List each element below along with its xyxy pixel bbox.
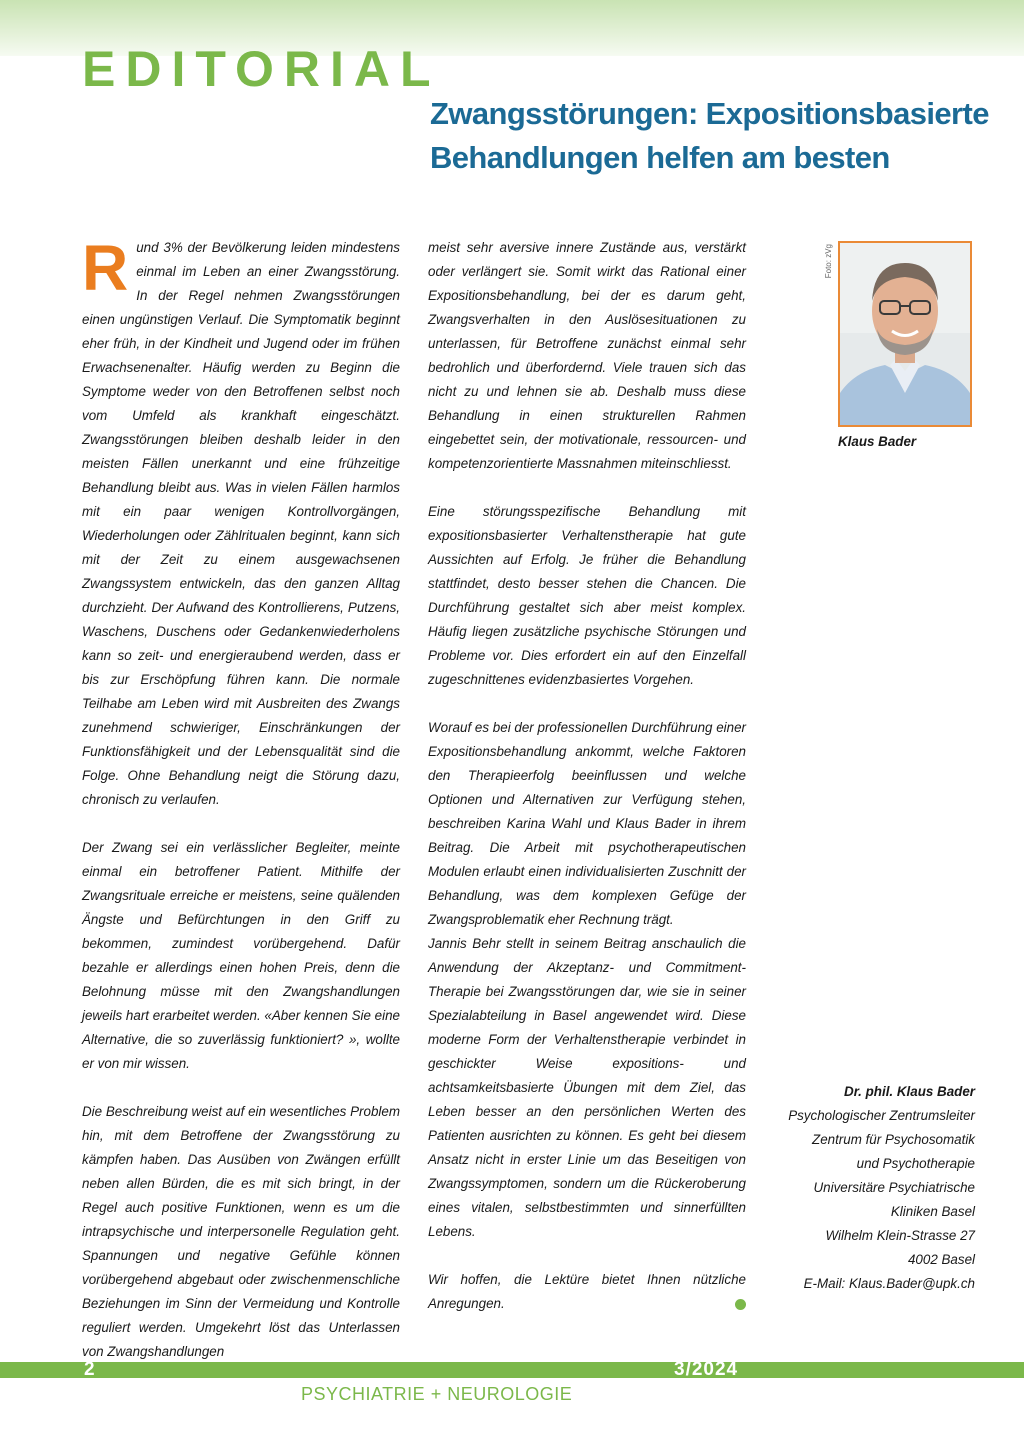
- drop-cap: R: [82, 232, 129, 304]
- contact-line: Zentrum für Psychosomatik: [812, 1132, 975, 1147]
- journal-name: PSYCHIATRIE + NEUROLOGIE: [301, 1384, 573, 1404]
- middle-column: [428, 236, 746, 1316]
- photo-credit: Foto: zVg: [824, 244, 833, 279]
- paragraph: meist sehr aversive innere Zustände aus, verstärkt oder verlängert sie. Somit wirkt das Rational einer Expositionsbehandlung, bei der es darum geht, Zwangsverhalten in den Auslösesituationen zu unterlassen, für Betroffene zunächst einmal sehr bedrohlich und überfordernd. Viele trauen sich das nicht zu und lehnen sie ab. Deshalb muss diese Behandlung in einen strukturellen Rahmen eingebettet sein, der motivationale, ressourcen- und kompetenzorientierte Massnahmen miteinschliesst.: [428, 240, 746, 471]
- page-number: 2: [84, 1359, 95, 1380]
- issue-number: 3/2024: [674, 1359, 739, 1380]
- paragraph: [428, 1268, 746, 1316]
- contact-line: Wilhelm Klein-Strasse 27: [825, 1228, 975, 1243]
- paragraph: Eine störungsspezifische Behandlung mit expositionsbasierter Verhaltenstherapie hat gute Aussichten auf Erfolg. Je früher die Behandlung stattfindet, desto besser stehen die Chancen. Die Durchführung gestaltet sich aber meist komplex. Häufig liegen zusätzliche psychische Störungen und Probleme vor. Dies erfordert ein auf den Einzelfall zugeschnittenes evidenzbasiertes Vorgehen.: [428, 504, 746, 687]
- contact-line: Kliniken Basel: [890, 1204, 975, 1219]
- paragraph-text: Wir hoffen, die Lektüre bietet Ihnen nützliche Anregungen.: [428, 1272, 746, 1311]
- paragraph: Der Zwang sei ein verlässlicher Begleiter, meinte einmal ein betroffener Patient. Mithilfe der Zwangsrituale erreiche er meistens, seine quälenden Ängste und Befürchtungen in den Griff zu bekommen, zumindest vorübergehend. Dafür bezahle er allerdings einen hohen Preis, denn die Belohnung müsse mit den Zwangshandlungen jeweils hart erarbeitet werden. «Aber kennen Sie eine Alternative, die so zuverlässig funktioniert? », wollte er von mir wissen.: [82, 840, 400, 1071]
- paragraph: Worauf es bei der professionellen Durchführung einer Expositionsbehandlung ankommt, welche Faktoren den Therapieerfolg beeinflussen und welche Optionen und Alternativen zur Verfügung stehen, beschreiben Karina Wahl und Klaus Bader in ihrem Beitrag. Die Arbeit mit psychotherapeutischen Modulen erlaubt einen individualisierten Zuschnitt der Behandlung, was dem komplexen Gefüge der Zwangsproblematik eher Rechnung trägt.: [428, 720, 746, 927]
- photo-caption: Klaus Bader: [838, 434, 917, 449]
- contact-line: Universitäre Psychiatrische: [813, 1180, 975, 1195]
- paragraph: Die Beschreibung weist auf ein wesentliches Problem hin, mit dem Betroffene der Zwangsstörung zu kämpfen haben. Das Ausüben von Zwängen erfüllt neben allen Bürden, die es mit sich bringt, in der Regel auch positive Funktionen, wenn es um die intrapsychische und interpersonelle Regulation geht. Spannungen und negative Gefühle können vorübergehend abgebaut oder zwischenmenschliche Beziehungen im Sinn der Vermeidung und Kontrolle reguliert werden. Umgekehrt löst das Unterlassen von Zwangshandlungen: [82, 1104, 400, 1359]
- left-column: [82, 232, 400, 1364]
- author-name: Dr. phil. Klaus Bader: [844, 1084, 975, 1099]
- section-label: EDITORIAL: [82, 41, 441, 97]
- article-headline: Zwangsstörungen: Expositionsbasierte Behandlungen helfen am besten: [430, 96, 989, 175]
- paragraph: Jannis Behr stellt in seinem Beitrag anschaulich die Anwendung der Akzeptanz- und Commitment-Therapie bei Zwangsstörungen dar, wie sie in seiner Spezialabteilung in Basel angewendet wird. Diese moderne Form der Verhaltenstherapie verbindet in geschickter Weise expositions- und achtsamkeitsbasierte Übungen mit dem Ziel, das Leben besser an den persönlichen Werten des Patienten ausrichten zu können. Es geht bei diesem Ansatz nicht in erster Linie um das Beseitigen von Zwangssymptomen, sondern um die Rückeroberung eines vitalen, selbstbestimmten und sinnerfüllten Lebens.: [428, 936, 746, 1239]
- author-portrait: [838, 241, 972, 427]
- contact-email: E-Mail: Klaus.Bader@upk.ch: [803, 1276, 975, 1291]
- contact-line: Psychologischer Zentrumsleiter: [788, 1108, 975, 1123]
- paragraph-text: und 3% der Bevölkerung leiden mindestens einmal im Leben an einer Zwangsstörung. In der Regel nehmen Zwangsstörungen einen ungünstigen Verlauf. Die Symptomatik beginnt eher früh, in der Kindheit und Jugend oder im frühen Erwachsenenalter. Häufig werden zu Beginn die Symptome weder von den Betroffenen selbst noch vom Umfeld als krankhaft eingeschätzt. Zwangsstörungen bleiben deshalb leider in den meisten Fällen unerkannt und eine frühzeitige Behandlung bleibt aus. Was in vielen Fällen harmlos mit ein paar wenigen Kontrollvorgängen, Wiederholungen oder Zählritualen beginnt, kann sich mit der Zeit zu einem ausgewachsenen Zwangssystem entwickeln, das den ganzen Alltag durchzieht. Der Aufwand des Kontrollierens, Putzens, Waschens, Duschens oder Gedankenwiederholens kann so zeit- und energieraubend werden, dass er bis zur Erschöpfung führen kann. Die normale Teilhabe am Leben wird mit Ausbreiten des Zwangs zunehmend schwieriger, Einschränkungen der Funktionsfähigkeit und der Lebensqualität sind die Folge. Ohne Behandlung neigt die Störung dazu, chronisch zu verlaufen.: [82, 240, 400, 807]
- end-of-article-dot-icon: [735, 1299, 746, 1310]
- portrait-image-icon: [840, 243, 970, 425]
- paragraph: [82, 232, 400, 812]
- footer-bar: [0, 1362, 1024, 1378]
- author-contact-block: [745, 1080, 975, 1296]
- contact-line: und Psychotherapie: [856, 1156, 975, 1171]
- contact-line: 4002 Basel: [907, 1252, 975, 1267]
